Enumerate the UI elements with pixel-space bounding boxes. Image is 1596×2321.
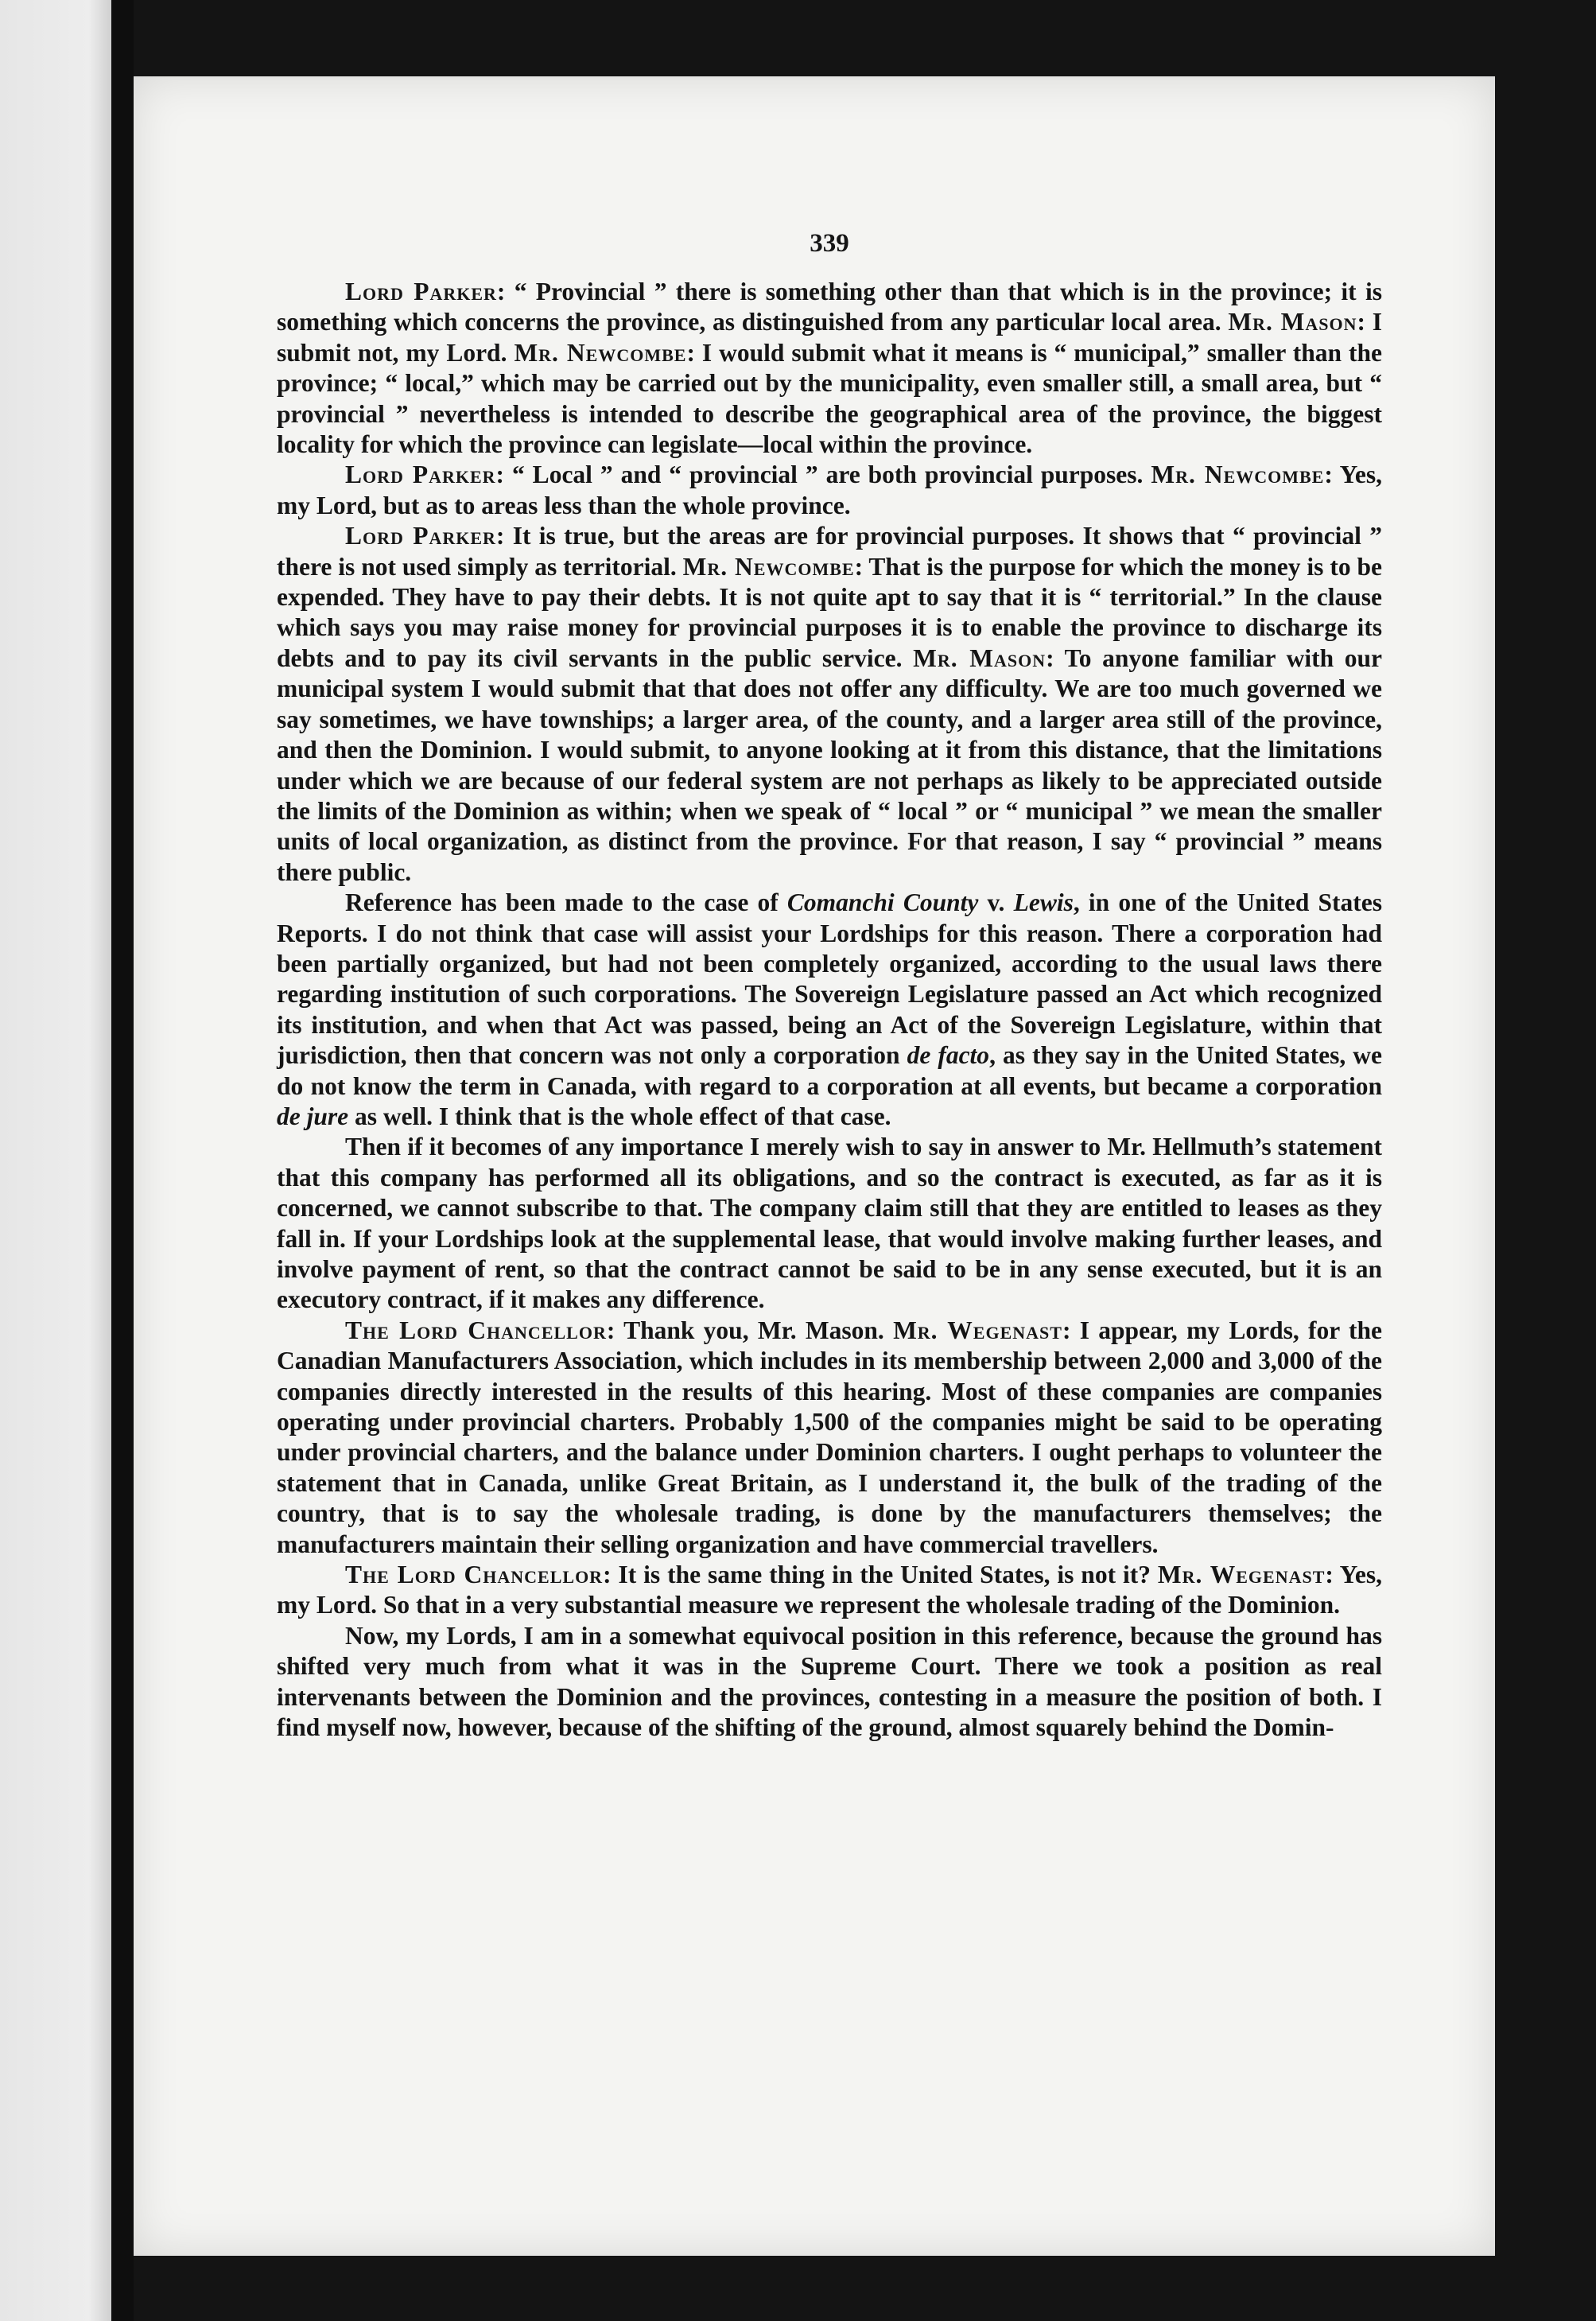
text-run: : “ Local ” and “ provincial ” are both provincial purposes.	[495, 461, 1151, 489]
speaker-name: Mr. Newcombe	[1151, 461, 1325, 489]
speaker-name: Mr. Mason	[1228, 308, 1357, 336]
speaker-name: Lord Parker	[345, 278, 497, 305]
text-run: : It is the same thing in the United States, is not it?	[603, 1561, 1158, 1589]
paragraph	[277, 1132, 1382, 1315]
text-run: : It is true, but the areas are for provincial purposes. It shows that “ provincial ” there is not used simply as territorial.	[277, 522, 1382, 581]
text-run: : I submit not, my Lord.	[277, 308, 1382, 367]
text-run: : Thank you, Mr. Mason.	[606, 1316, 894, 1344]
speaker-name: Mr. Wegenast	[1157, 1561, 1326, 1589]
italic-text: de jure	[277, 1102, 349, 1130]
paragraph	[277, 460, 1382, 521]
text-run: Then if it becomes of any importance I merely wish to say in answer to Mr. Hellmuth’s statement that this company has performed all its obligations, and so the contract is executed, as far as it is concerned, we cannot subscribe to that. The company claim still that they are entitled to leases as they fall in. If your Lordships look at the supplemental lease, that would involve making further leases, and involve payment of rent, so that the contract cannot be said to be in any sense executed, but it is an executory contract, if it makes any difference.	[277, 1133, 1382, 1314]
speaker-name: Mr. Newcombe	[682, 552, 855, 581]
book-gutter	[111, 0, 134, 2321]
speaker-name: Mr. Newcombe	[514, 338, 687, 367]
italic-text: de facto	[907, 1041, 990, 1070]
text-run: Reference has been made to the case of	[345, 888, 787, 917]
paragraph	[277, 888, 1382, 1132]
text-run: , in one of the United States Reports. I do not think that case will assist your Lordships for this reason. There a corporation had been partially organized, but had not been completely organized, according to the usual laws there regarding institution of such corporations. The Sovereign Legislature passed an Act which recognized its institution, and when that Act was passed, being an Act of the Sovereign Legislature, within that jurisdiction, then that concern was not only a corporation	[277, 888, 1382, 1070]
adjacent-page-strip	[0, 0, 111, 2321]
text-run: : I would submit what it means is “ municipal,” smaller than the province; “ local,” which may be carried out by the municipality, even smaller still, a small area, but “ provincial ” nevertheless is intended to describe the geographical area of the province, the biggest locality for which the province can legislate—local within the province.	[277, 338, 1383, 459]
paragraph	[277, 277, 1382, 460]
speaker-name: Lord Parker	[345, 461, 496, 489]
text-run: as well. I think that is the whole effect of that case.	[348, 1102, 891, 1130]
speaker-name: Mr. Wegenast	[893, 1316, 1062, 1344]
speaker-name: The Lord Chancellor	[345, 1316, 607, 1344]
text-run: : To anyone familiar with our municipal system I would submit that that does not offer any difficulty. We are too much governed we say sometimes, we have townships; a larger area, of the county, and a larger area still of the province, and then the Dominion. I would submit, to anyone looking at it from this distance, that the limitations under which we are because of our federal system are not perhaps as likely to be appreciated outside the limits of the Dominion as within; when we speak of “ local ” or “ municipal ” we mean the smaller units of local organization, as distinct from the province. For that reason, I say “ provincial ” means there public.	[277, 643, 1382, 886]
paragraph	[277, 1560, 1382, 1621]
paragraph	[277, 1621, 1382, 1744]
document-page	[134, 76, 1495, 2256]
page-content	[277, 227, 1382, 1744]
text-run: : Yes, my Lord, but as to areas less than the whole province.	[277, 461, 1382, 519]
paragraph	[277, 521, 1382, 888]
text-run: : Yes, my Lord. So that in a very substantial measure we represent the wholesale trading of the Dominion.	[277, 1561, 1382, 1619]
italic-text: Lewis	[1013, 888, 1074, 917]
text-run: Now, my Lords, I am in a somewhat equivocal position in this reference, because the ground has shifted very much from what it was in the Supreme Court. There we took a position as real intervenants between the Dominion and the provinces, contesting in a measure the position of both. I find myself now, however, because of the shifting of the ground, almost squarely behind the Domin-	[277, 1621, 1382, 1742]
text-run: : That is the purpose for which the money is to be expended. They have to pay their debts. It is not quite apt to say that it is “ territorial.” In the clause which says you may raise money for provincial purposes it is to enable the province to discharge its debts and to pay its civil servants in the public service.	[277, 552, 1383, 672]
page-number: 339	[810, 229, 849, 258]
speaker-name: Mr. Mason	[913, 643, 1047, 672]
speaker-name: The Lord Chancellor	[345, 1561, 604, 1589]
italic-text: Comanchi County	[786, 888, 979, 917]
text-run: : “ Provincial ” there is something other than that which is in the province; it is something which concerns the province, as distinguished from any particular local area.	[277, 278, 1382, 336]
speaker-name: Lord Parker	[345, 522, 496, 550]
text-run: , as they say in the United States, we do not know the term in Canada, with regard to a corporation at all events, but became a corporation	[277, 1041, 1382, 1100]
paragraph	[277, 1316, 1382, 1560]
text-run: : I appear, my Lords, for the Canadian Manufacturers Association, which includes in its membership between 2,000 and 3,000 of the companies directly interested in the results of this hearing. Most of these companies are companies operating under provincial charters. Probably 1,500 of the companies might be said to be operating under provincial charters, and the balance under Dominion charters. I ought perhaps to volunteer the statement that in Canada, unlike Great Britain, as I understand it, the bulk of the trading of the country, that is to say the wholesale trading, is done by the manufacturers themselves; the manufacturers maintain their selling organization and have commercial travellers.	[277, 1316, 1382, 1558]
paragraphs-container	[277, 277, 1382, 1744]
text-run: v.	[978, 888, 1014, 917]
